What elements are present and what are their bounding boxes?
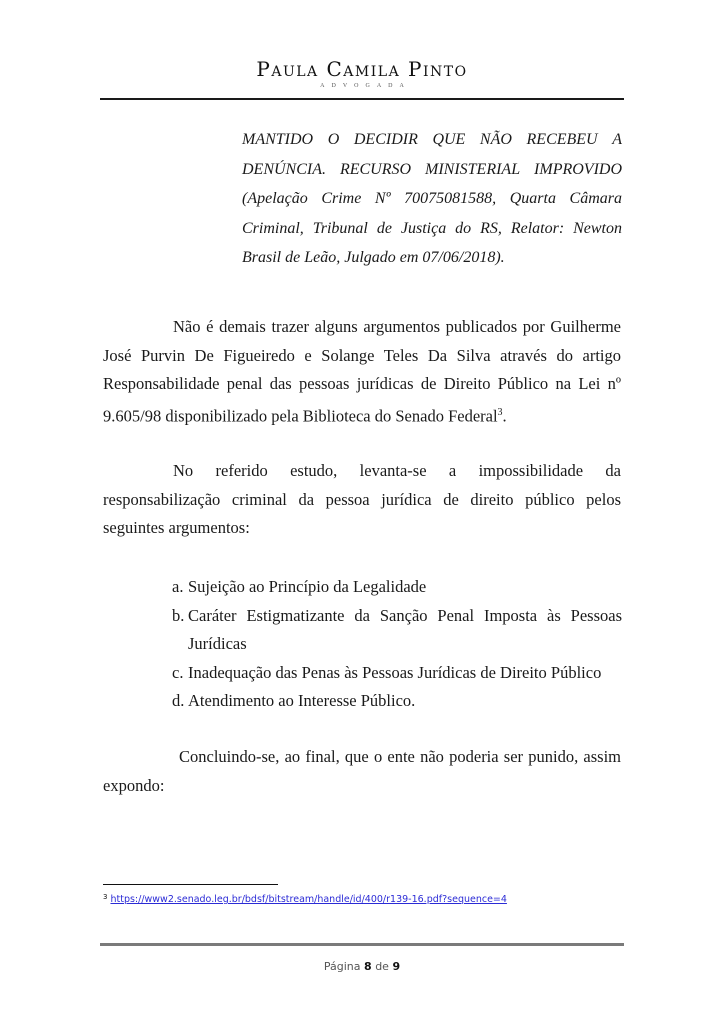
footnote-link[interactable]: https://www2.senado.leg.br/bdsf/bitstream/handle/id/400/r139-16.pdf?sequence=4 — [110, 894, 507, 905]
footnote-ref[interactable]: 3 — [497, 406, 503, 418]
quote-citation: (Apelação Crime Nº 70075081588, Quarta Câmara Criminal, Tribunal de Justiça do RS, Relator: Newton Brasil de Leão, Julgado em 07/06/2018). — [242, 190, 622, 266]
paragraph-3-text: Concluindo-se, ao final, que o ente não poderia ser punido, assim expondo: — [103, 747, 621, 795]
list-item — [172, 687, 622, 716]
list-item — [172, 602, 622, 659]
footnote-number: 3 — [103, 893, 108, 901]
quote-line-1 — [242, 125, 622, 155]
quote-word: DECIDIR — [353, 131, 418, 148]
quote-word: DENÚNCIA. — [242, 160, 326, 178]
footnote — [103, 893, 507, 905]
block-quote — [242, 125, 622, 273]
quote-word: IMPROVIDO — [534, 160, 622, 178]
page-footer — [100, 960, 624, 973]
page-label: Página — [323, 960, 361, 973]
total-pages-number: 9 — [392, 960, 401, 973]
list-item-text: Atendimento ao Interesse Público. — [188, 691, 416, 710]
quote-word: NÃO — [479, 131, 512, 148]
paragraph-3 — [103, 743, 621, 800]
list-item — [172, 573, 622, 602]
quote-word: MINISTERIAL — [424, 160, 521, 178]
quote-word: O — [327, 131, 340, 148]
footnote-separator — [103, 884, 278, 885]
letterhead-name: Paula Camila Pinto — [256, 57, 468, 81]
list-item-text: Caráter Estigmatizante da Sanção Penal Imposta às Pessoas Jurídicas — [188, 605, 622, 653]
current-page-number: 8 — [364, 960, 372, 973]
paragraph-1-text: Não é demais trazer alguns argumentos publicados por Guilherme José Purvin De Figueiredo e Solange Teles Da Silva através do artigo Responsabilidade penal das pessoas jurídicas de Direito Público na Lei nº 9.605/98 disponibilizado pela Biblioteca do Senado Federal — [103, 317, 621, 425]
letterhead-subtitle: ADVOGADA — [320, 83, 411, 89]
header-rule — [100, 98, 624, 100]
list-marker: d. — [172, 691, 185, 710]
quote-word: A — [612, 131, 622, 148]
quote-word: RECURSO — [339, 160, 412, 178]
quote-line-2 — [242, 155, 622, 185]
paragraph-1 — [103, 313, 621, 431]
list-marker: a. — [172, 577, 184, 596]
arguments-list — [172, 573, 622, 716]
list-item-text: Sujeição ao Princípio da Legalidade — [188, 577, 427, 596]
quote-word: MANTIDO — [242, 131, 314, 148]
list-marker: b. — [172, 605, 185, 625]
list-marker: c. — [172, 662, 184, 682]
footer-rule — [100, 943, 624, 946]
paragraph-2 — [103, 457, 621, 543]
paragraph-2-text: No referido estudo, levanta-se a impossibilidade da responsabilização criminal da pessoa jurídica de direito público pelos seguintes argumentos: — [103, 461, 621, 537]
of-label: de — [375, 960, 389, 973]
list-item — [172, 659, 622, 688]
paragraph-1-end: . — [502, 406, 507, 425]
list-item-text: Inadequação das Penas às Pessoas Jurídicas de Direito Público — [188, 662, 602, 682]
letterhead — [100, 57, 624, 89]
quote-word: QUE — [432, 131, 466, 148]
quote-word: RECEBEU — [526, 131, 598, 148]
